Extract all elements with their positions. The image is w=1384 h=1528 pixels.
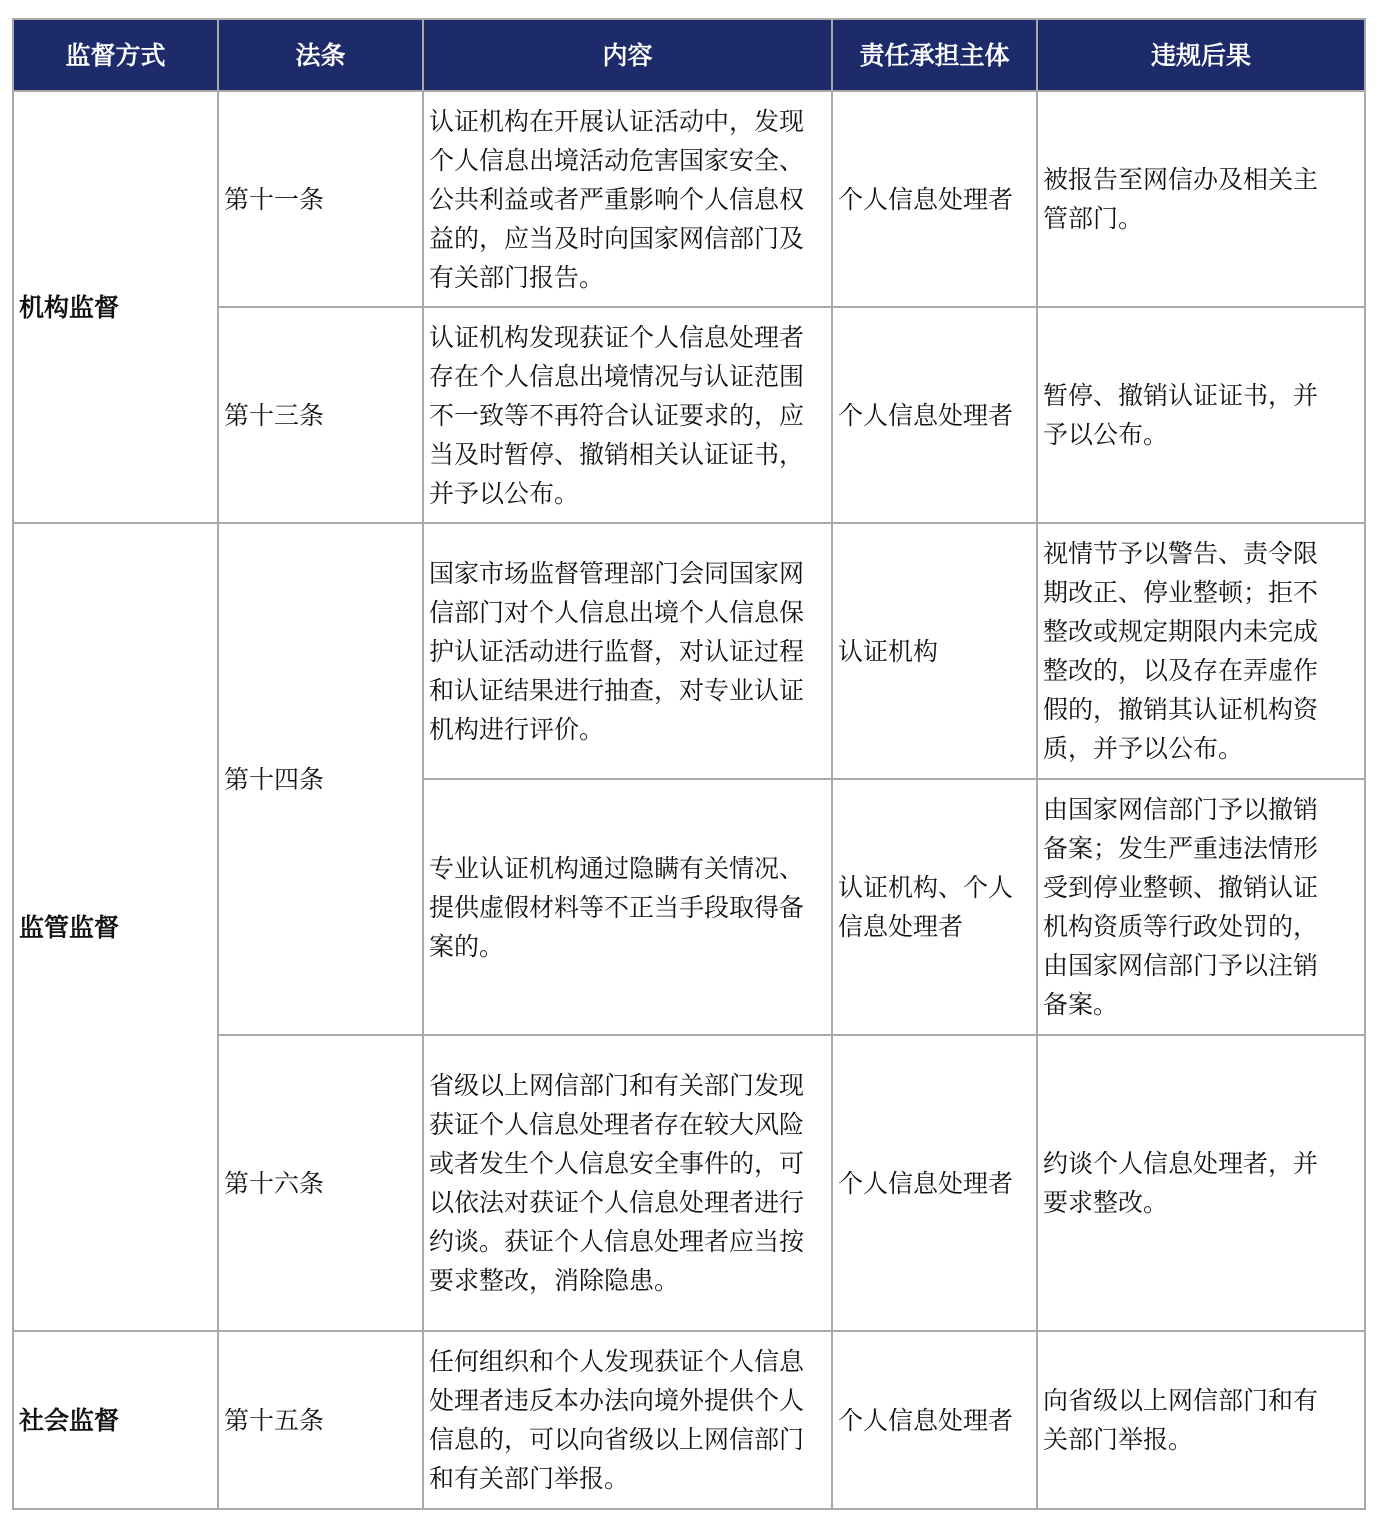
content-cell: 专业认证机构通过隐瞒有关情况、提供虚假材料等不正当手段取得备案的。 (423, 779, 832, 1035)
consequence-cell: 暂停、撤销认证证书，并予以公布。 (1037, 307, 1365, 523)
content-cell: 国家市场监督管理部门会同国家网信部门对个人信息出境个人信息保护认证活动进行监督，对认证过程和认证结果进行抽查，对专业认证机构进行评价。 (423, 523, 832, 779)
table-header-row (13, 19, 1365, 91)
header-method: 监督方式 (13, 19, 218, 91)
content-cell: 认证机构在开展认证活动中，发现个人信息出境活动危害国家安全、公共利益或者严重影响个人信息权益的，应当及时向国家网信部门及有关部门报告。 (423, 91, 832, 307)
consequence-cell: 由国家网信部门予以撤销备案；发生严重违法情形受到停业整顿、撤销认证机构资质等行政处罚的，由国家网信部门予以注销备案。 (1037, 779, 1365, 1035)
method-cell: 社会监督 (13, 1331, 218, 1509)
header-consequence: 违规后果 (1037, 19, 1365, 91)
table-row (13, 523, 1365, 779)
content-cell: 任何组织和个人发现获证个人信息处理者违反本办法向境外提供个人信息的，可以向省级以上网信部门和有关部门举报。 (423, 1331, 832, 1509)
header-article: 法条 (218, 19, 423, 91)
content-cell: 省级以上网信部门和有关部门发现获证个人信息处理者存在较大风险或者发生个人信息安全事件的，可以依法对获证个人信息处理者进行约谈。获证个人信息处理者应当按要求整改，消除隐患。 (423, 1035, 832, 1331)
method-cell: 监管监督 (13, 523, 218, 1331)
article-cell: 第十一条 (218, 91, 423, 307)
subject-cell: 个人信息处理者 (832, 1035, 1037, 1331)
consequence-cell: 视情节予以警告、责令限期改正、停业整顿；拒不整改或规定期限内未完成整改的，以及存在弄虚作假的，撤销其认证机构资质，并予以公布。 (1037, 523, 1365, 779)
subject-cell: 个人信息处理者 (832, 307, 1037, 523)
table-row (13, 1331, 1365, 1509)
consequence-cell: 向省级以上网信部门和有关部门举报。 (1037, 1331, 1365, 1509)
supervision-table (12, 18, 1366, 1510)
subject-cell: 个人信息处理者 (832, 1331, 1037, 1509)
article-cell: 第十六条 (218, 1035, 423, 1331)
subject-cell: 个人信息处理者 (832, 91, 1037, 307)
consequence-cell: 约谈个人信息处理者，并要求整改。 (1037, 1035, 1365, 1331)
header-content: 内容 (423, 19, 832, 91)
article-cell: 第十五条 (218, 1331, 423, 1509)
article-cell: 第十四条 (218, 523, 423, 1035)
header-subject: 责任承担主体 (832, 19, 1037, 91)
article-cell: 第十三条 (218, 307, 423, 523)
content-cell: 认证机构发现获证个人信息处理者存在个人信息出境情况与认证范围不一致等不再符合认证要求的，应当及时暂停、撤销相关认证证书，并予以公布。 (423, 307, 832, 523)
subject-cell: 认证机构 (832, 523, 1037, 779)
method-cell: 机构监督 (13, 91, 218, 523)
subject-cell: 认证机构、个人信息处理者 (832, 779, 1037, 1035)
table-row (13, 91, 1365, 307)
consequence-cell: 被报告至网信办及相关主管部门。 (1037, 91, 1365, 307)
